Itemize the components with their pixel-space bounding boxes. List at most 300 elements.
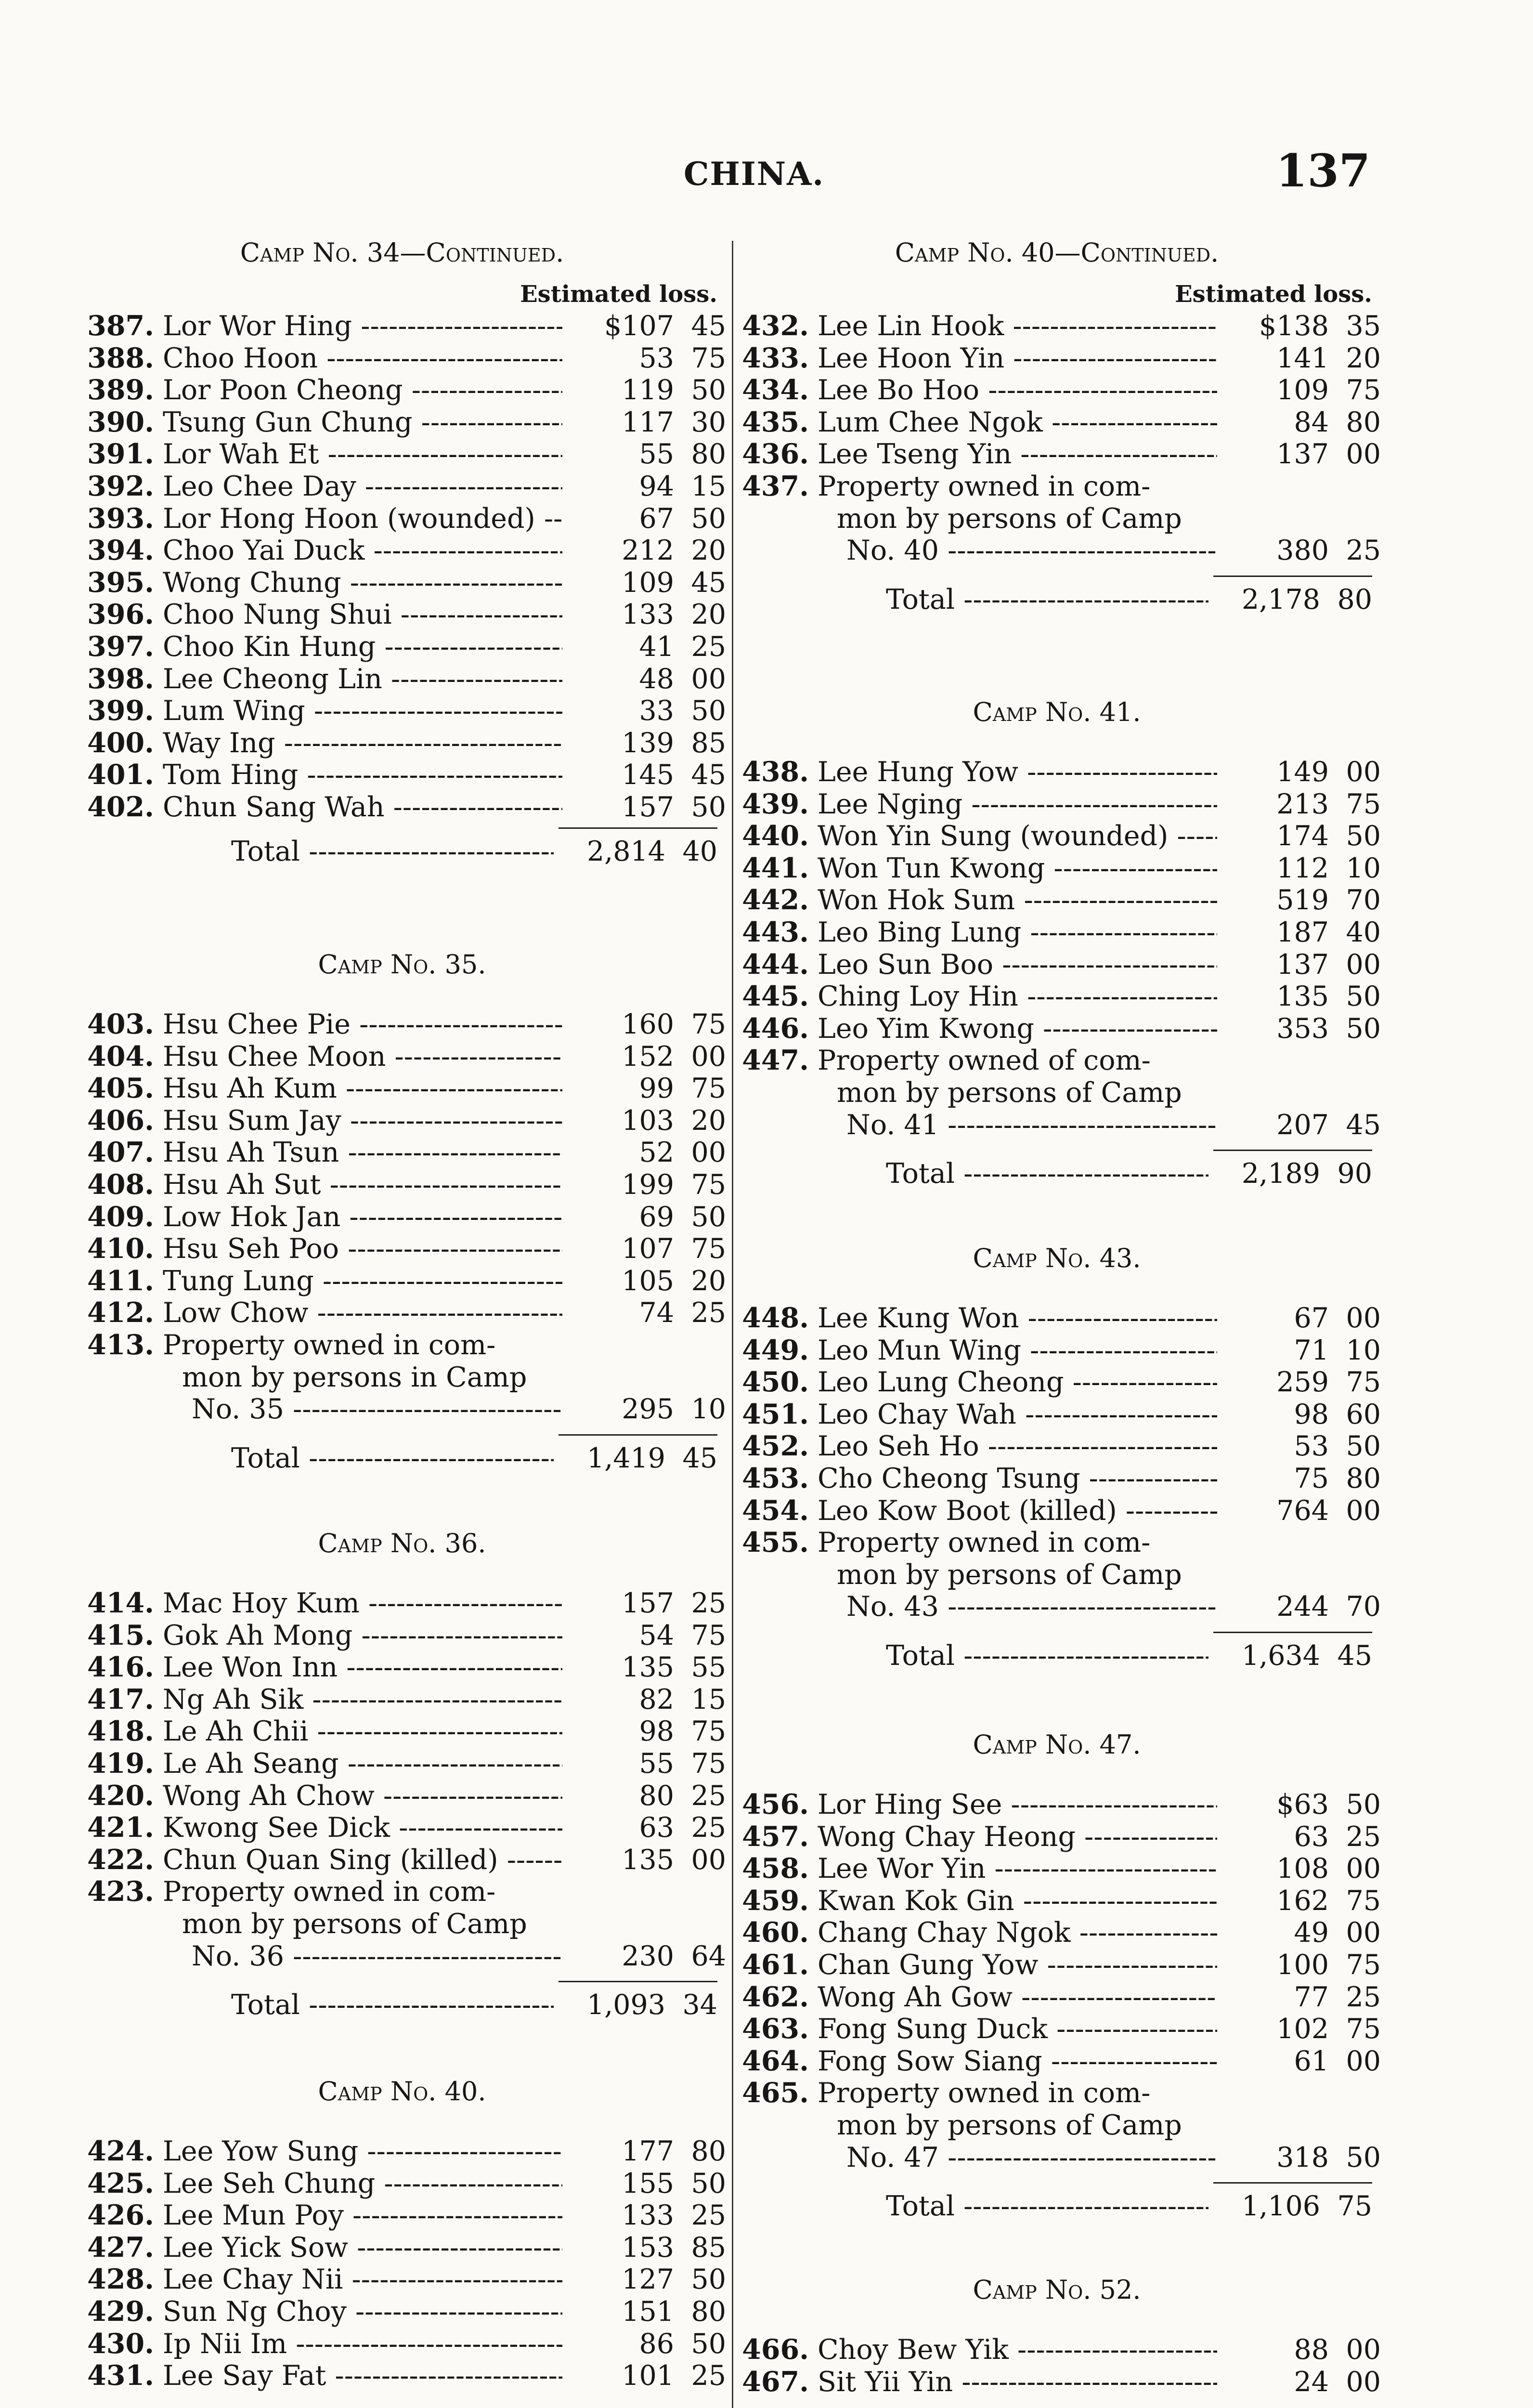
camp-36-section: [87, 1528, 726, 2024]
loss-cents: 50: [1346, 981, 1381, 1013]
section-heading: Camp No. 36.: [318, 1528, 486, 1558]
claim-number: 396.: [87, 598, 154, 631]
claim-row: [87, 1040, 726, 1073]
claim-row: [87, 1296, 726, 1329]
spacer: [741, 1077, 818, 1109]
loss-cents: 50: [1346, 1789, 1381, 1820]
property-row: [741, 2109, 1372, 2142]
property-row: [741, 1045, 1372, 1077]
claim-row: [741, 1788, 1381, 1821]
claim-number: 460.: [742, 1916, 809, 1949]
loss-dollars: 67: [639, 502, 674, 535]
claim-row: [741, 438, 1381, 471]
total-dollars: 2,189: [1241, 1158, 1320, 1190]
claim-number: 440.: [742, 820, 809, 852]
total-cents: 40: [682, 835, 717, 867]
claim-number: 439.: [742, 787, 809, 820]
property-row: [87, 1361, 717, 1394]
loss-dollars: 149: [1276, 756, 1329, 788]
loss-cents: 80: [1346, 1462, 1381, 1494]
section-heading: Camp No. 52.: [973, 2275, 1141, 2305]
total-row: [741, 1636, 1372, 1675]
claim-row: [87, 2231, 726, 2264]
claim-number: 466.: [742, 2333, 809, 2366]
camp-34-section: [87, 237, 726, 871]
claim-number: 444.: [742, 948, 809, 981]
claim-row: [87, 1136, 726, 1169]
loss-dollars: 380: [1276, 535, 1329, 567]
claimant-name: Hsu Ah Kum -----: [163, 1073, 562, 1105]
claim-number: 442.: [742, 884, 809, 916]
loss-cents: 50: [691, 2264, 726, 2296]
loss-cents: 00: [1346, 1917, 1381, 1949]
claimant-name: Lee Yow Sung -----: [163, 2135, 562, 2168]
property-row: [741, 1109, 1381, 1141]
property-line-2: mon by persons of Camp: [837, 1076, 1182, 1109]
claim-number: 388.: [87, 341, 154, 374]
total-rule: [1213, 1632, 1372, 1633]
claim-row: [741, 1012, 1381, 1045]
claim-row: [741, 1334, 1381, 1367]
claim-row: [87, 1008, 726, 1041]
loss-dollars: 102: [1276, 2013, 1329, 2045]
claimant-name: Way Ing -----: [163, 727, 562, 759]
total-label: Total -----: [741, 580, 1208, 619]
total-rule: [559, 827, 717, 829]
property-line-1: Property owned in com-: [818, 470, 1151, 502]
claim-row: [87, 1200, 726, 1233]
claims-list: [741, 2333, 1381, 2398]
camp-52-section: [741, 2274, 1381, 2398]
property-row: [741, 503, 1372, 535]
loss-cents: 25: [1346, 1820, 1381, 1853]
total-rule: [1213, 2182, 1372, 2184]
claim-number: 397.: [87, 630, 154, 663]
loss-dollars: 99: [639, 1073, 674, 1105]
total-dollars: 1,106: [1241, 2190, 1320, 2223]
property-line-1: Property owned in com-: [818, 2077, 1151, 2109]
loss-dollars: 187: [1276, 916, 1329, 948]
property-line-1: Property owned in com-: [818, 1527, 1151, 1559]
claim-row: [741, 1430, 1381, 1463]
loss-dollars: 519: [1276, 884, 1329, 916]
loss-dollars: 157: [622, 791, 674, 823]
claim-number: 451.: [742, 1398, 809, 1430]
claimant-name: Lee Wor Yin -----: [818, 1853, 1217, 1885]
property-line-1: Property owned of com-: [818, 1045, 1151, 1077]
property-row: [741, 2141, 1381, 2174]
total-cents: 90: [1337, 1158, 1372, 1190]
loss-dollars: 212: [622, 535, 674, 567]
loss-cents: 20: [691, 1104, 726, 1137]
claimant-name: Chun Sang Wah -----: [163, 791, 562, 824]
loss-dollars: 71: [1294, 1334, 1329, 1366]
claimant-name: Chang Chay Ngok -----: [818, 1917, 1217, 1949]
claim-number: 390.: [87, 406, 154, 438]
total-row: [741, 580, 1372, 619]
claim-row: [87, 1264, 726, 1297]
claim-row: [741, 1884, 1381, 1917]
loss-dollars: 119: [622, 374, 674, 406]
total-cents: 80: [1337, 583, 1372, 615]
claim-number: 393.: [87, 502, 154, 535]
claimant-name: Le Ah Seang -----: [163, 1748, 562, 1780]
loss-cents: 00: [1346, 756, 1381, 788]
loss-cents: 75: [1346, 1885, 1381, 1917]
claimant-name: Ching Loy Hin -----: [818, 981, 1217, 1013]
claim-row: [87, 1779, 726, 1812]
loss-cents: 75: [1346, 788, 1381, 820]
total-dollars: 1,634: [1241, 1639, 1320, 1672]
loss-dollars: 117: [622, 406, 674, 438]
section-heading: Camp No. 40—Continued.: [895, 237, 1219, 268]
claim-row: [741, 1948, 1381, 1981]
claimant-name: Lee Nging -----: [818, 788, 1217, 821]
claim-number: 455.: [742, 1526, 809, 1559]
claim-number: 423.: [87, 1875, 154, 1908]
claimant-name: Lee Yick Sow -----: [163, 2232, 562, 2264]
loss-cents: 75: [691, 1715, 726, 1748]
loss-cents: 75: [691, 1008, 726, 1040]
spacer: [87, 1361, 163, 1394]
claim-row: [87, 1072, 726, 1105]
claim-row: [87, 470, 726, 503]
claim-number: 462.: [742, 1980, 809, 2013]
claim-row: [87, 630, 726, 663]
claim-row: [87, 1168, 726, 1201]
claimant-name: Low Hok Jan -----: [163, 1201, 562, 1233]
claim-number: 410.: [87, 1232, 154, 1265]
claimant-name: Leo Sun Boo -----: [818, 949, 1217, 981]
page-title: CHINA.: [684, 155, 825, 193]
claimant-name: Wong Ah Gow -----: [818, 1981, 1217, 2014]
loss-cents: 10: [691, 1393, 726, 1426]
claimant-name: Ng Ah Sik -----: [163, 1684, 562, 1716]
claim-row: [741, 1462, 1381, 1495]
claimant-name: Fong Sung Duck -----: [818, 2013, 1217, 2045]
total-row: [87, 1439, 717, 1478]
loss-cents: 15: [691, 470, 726, 502]
loss-dollars: 137: [1276, 948, 1329, 981]
loss-cents: 15: [691, 1683, 726, 1715]
claim-number: 400.: [87, 726, 154, 759]
claim-number: 454.: [742, 1494, 809, 1527]
claim-number: 443.: [742, 916, 809, 948]
loss-dollars: 52: [639, 1137, 674, 1169]
property-line-1: Property owned in com-: [163, 1329, 496, 1361]
claimant-name: Choo Nung Shui -----: [163, 599, 562, 631]
loss-cents: 25: [691, 1812, 726, 1844]
claims-list: [741, 1788, 1381, 2077]
claim-number: 448.: [742, 1302, 809, 1334]
loss-cents: 70: [1346, 884, 1381, 916]
claim-number: 402.: [87, 790, 154, 823]
loss-dollars: 53: [639, 342, 674, 374]
claim-number: 432.: [742, 310, 809, 342]
property-entry: [741, 2077, 1381, 2173]
claim-number: 450.: [742, 1366, 809, 1399]
claimant-name: Wong Chay Heong -----: [818, 1821, 1217, 1853]
loss-dollars: 199: [622, 1168, 674, 1201]
claimant-name: Sit Yii Yin -----: [818, 2366, 1217, 2398]
claimant-name: Lee Hung Yow -----: [818, 756, 1217, 788]
claimant-name: Wong Ah Chow -----: [163, 1780, 562, 1812]
loss-dollars: 295: [622, 1393, 674, 1426]
camp-43-section: [741, 1243, 1381, 1675]
property-row: [87, 1329, 717, 1361]
loss-dollars: 230: [622, 1940, 674, 1972]
loss-dollars: 155: [622, 2167, 674, 2199]
camp-41-section: [741, 696, 1381, 1193]
loss-cents: 50: [1346, 820, 1381, 852]
claim-number: 407.: [87, 1136, 154, 1169]
claimant-name: Lum Chee Ngok -----: [818, 406, 1217, 439]
loss-cents: 75: [691, 1747, 726, 1780]
claim-row: [87, 2199, 726, 2232]
loss-cents: 75: [691, 1233, 726, 1265]
section-heading: Camp No. 34—Continued.: [240, 237, 564, 268]
loss-dollars: 133: [622, 599, 674, 631]
loss-dollars: 33: [639, 695, 674, 727]
loss-dollars: 55: [639, 438, 674, 471]
total-rule: [1213, 1150, 1372, 1151]
total-label: Total -----: [87, 832, 554, 871]
claim-row: [741, 2044, 1381, 2078]
claimant-name: Won Yin Sung (wounded) -----: [818, 820, 1217, 852]
claimant-name: Choy Bew Yik -----: [818, 2334, 1217, 2366]
claim-row: [87, 2327, 726, 2360]
loss-cents: 50: [691, 791, 726, 823]
loss-cents: 80: [691, 438, 726, 471]
loss-cents: 00: [1346, 2334, 1381, 2366]
loss-dollars: 109: [622, 566, 674, 599]
loss-dollars: 109: [1276, 374, 1329, 406]
loss-cents: 40: [1346, 916, 1381, 948]
claim-row: [87, 502, 726, 535]
spacer: [87, 1940, 163, 1973]
claim-number: 412.: [87, 1296, 154, 1329]
loss-dollars: 55: [639, 1747, 674, 1780]
loss-cents: 50: [691, 1201, 726, 1233]
claimant-name: Cho Cheong Tsung -----: [818, 1463, 1217, 1495]
property-row: [87, 1876, 717, 1908]
claim-number: 426.: [87, 2199, 154, 2232]
loss-dollars: 24: [1294, 2366, 1329, 2398]
section-heading: Camp No. 40.: [318, 2076, 486, 2107]
claim-row: [87, 2135, 726, 2168]
loss-dollars: 174: [1276, 820, 1329, 852]
loss-dollars: 135: [622, 1651, 674, 1684]
claimant-name: Lor Wah Et -----: [163, 438, 562, 471]
loss-dollars: 141: [1276, 342, 1329, 374]
claim-number: 433.: [742, 341, 809, 374]
loss-dollars: 98: [1294, 1398, 1329, 1430]
loss-cents: 50: [691, 2167, 726, 2199]
claim-number: 408.: [87, 1168, 154, 1201]
claimant-name: Tom Hing -----: [163, 759, 562, 791]
property-line-2: mon by persons of Camp: [837, 2109, 1182, 2141]
claimant-name: Mac Hoy Kum -----: [163, 1587, 562, 1620]
claim-row: [741, 1980, 1381, 2014]
claim-number: 434.: [742, 374, 809, 406]
total-row: [87, 1986, 717, 2024]
claimant-name: Lee Bo Hoo -----: [818, 374, 1217, 406]
claimant-name: Lee Say Fat -----: [163, 2360, 562, 2392]
loss-cents: 80: [691, 2135, 726, 2167]
claimant-name: Leo Yim Kwong -----: [818, 1013, 1217, 1045]
claim-number: 430.: [87, 2327, 154, 2360]
total-row: [741, 1154, 1372, 1193]
claim-row: [87, 1104, 726, 1137]
claim-number: 461.: [742, 1948, 809, 1981]
property-row: [87, 1393, 726, 1426]
property-entry: [741, 1044, 1381, 1141]
property-entry: [87, 1875, 726, 1972]
claim-row: [741, 2365, 1381, 2398]
claimant-name: Lor Wor Hing -----: [163, 310, 562, 342]
claim-row: [87, 1811, 726, 1844]
spacer: [741, 2142, 818, 2174]
claim-number: 405.: [87, 1072, 154, 1105]
claim-row: [741, 406, 1381, 439]
property-entry: [87, 1328, 726, 1426]
spacer: [741, 535, 818, 567]
claim-row: [87, 726, 726, 759]
claim-row: [87, 1651, 726, 1684]
claim-row: [741, 948, 1381, 981]
claim-row: [741, 1366, 1381, 1399]
claims-list: [87, 1008, 726, 1329]
claims-list: [741, 756, 1381, 1045]
loss-cents: 35: [1346, 310, 1381, 342]
camp-47-section: [741, 1729, 1381, 2225]
claim-number: 453.: [742, 1462, 809, 1494]
loss-cents: 85: [691, 2231, 726, 2264]
estimated-loss-label: Estimated loss.: [520, 281, 717, 308]
claim-row: [87, 2263, 726, 2296]
claims-list: [741, 310, 1381, 471]
claim-number: 437.: [742, 470, 809, 502]
claimant-name: Hsu Ah Tsun -----: [163, 1137, 562, 1169]
claim-number: 427.: [87, 2231, 154, 2264]
claim-number: 392.: [87, 470, 154, 502]
loss-cents: 20: [1346, 342, 1381, 374]
loss-cents: 00: [1346, 438, 1381, 471]
claim-number: 420.: [87, 1779, 154, 1812]
claim-row: [87, 759, 726, 791]
section-heading: Camp No. 35.: [318, 949, 486, 980]
loss-cents: 75: [691, 1168, 726, 1201]
loss-cents: 00: [1346, 2045, 1381, 2077]
claimant-name: Lee Kung Won -----: [818, 1302, 1217, 1335]
claim-number: 456.: [742, 1788, 809, 1820]
loss-dollars: 207: [1276, 1109, 1329, 1141]
total-cents: 75: [1337, 2190, 1372, 2223]
total-cents: 34: [682, 1989, 717, 2021]
claim-row: [87, 341, 726, 375]
claimant-name: Leo Bing Lung -----: [818, 916, 1217, 949]
claimant-name: Hsu Sum Jay -----: [163, 1105, 562, 1137]
claimant-name: Choo Kin Hung -----: [163, 631, 562, 663]
claim-row: [741, 1302, 1381, 1335]
property-row: [741, 1077, 1372, 1109]
claim-row: [741, 980, 1381, 1013]
loss-cents: 20: [691, 1265, 726, 1297]
loss-cents: 25: [1346, 535, 1381, 567]
claim-number: 445.: [742, 980, 809, 1013]
claim-number: 424.: [87, 2135, 154, 2167]
claim-row: [87, 1587, 726, 1620]
loss-dollars: 213: [1276, 788, 1329, 820]
loss-cents: 80: [691, 2295, 726, 2328]
claim-row: [741, 1494, 1381, 1527]
loss-dollars: 54: [639, 1619, 674, 1651]
claim-row: [87, 694, 726, 727]
claim-number: 428.: [87, 2263, 154, 2296]
claimant-name: Lor Hong Hoon (wounded) -----: [163, 503, 562, 535]
claim-row: [87, 2359, 726, 2392]
claim-row: [741, 1916, 1381, 1949]
loss-cents: 45: [691, 566, 726, 599]
claimant-name: Lee Lin Hook -----: [818, 310, 1217, 342]
claimant-name: Chan Gung Yow -----: [818, 1949, 1217, 1981]
claimant-name: Sun Ng Choy -----: [163, 2296, 562, 2328]
claim-number: 446.: [742, 1012, 809, 1045]
loss-cents: 50: [1346, 1430, 1381, 1463]
loss-cents: 50: [691, 695, 726, 727]
loss-dollars: 94: [639, 470, 674, 502]
claimant-name: Choo Yai Duck -----: [163, 535, 562, 567]
loss-cents: 75: [1346, 1366, 1381, 1399]
claim-row: [87, 406, 726, 439]
section-heading: Camp No. 41.: [973, 697, 1141, 727]
loss-cents: 70: [1346, 1591, 1381, 1623]
total-rule: [559, 1981, 717, 1982]
claim-row: [741, 374, 1381, 406]
claim-row: [87, 534, 726, 567]
loss-dollars: 69: [639, 1201, 674, 1233]
claimant-name: Leo Lung Cheong -----: [818, 1366, 1217, 1399]
spacer: [87, 1908, 163, 1940]
page-number: 137: [1276, 144, 1371, 197]
claim-number: 449.: [742, 1334, 809, 1366]
claim-row: [87, 438, 726, 471]
loss-dollars: 100: [1276, 1949, 1329, 1981]
claim-number: 403.: [87, 1008, 154, 1040]
claim-number: 436.: [742, 438, 809, 471]
claimant-name: Leo Chay Wah -----: [818, 1399, 1217, 1431]
claim-number: 398.: [87, 662, 154, 695]
loss-cents: 25: [691, 1297, 726, 1329]
claim-number: 406.: [87, 1104, 154, 1137]
claim-row: [741, 851, 1381, 885]
loss-cents: 80: [1346, 406, 1381, 438]
claim-number: 463.: [742, 2013, 809, 2045]
loss-dollars: 103: [622, 1104, 674, 1137]
claim-number: 435.: [742, 406, 809, 438]
loss-dollars: 82: [639, 1683, 674, 1715]
claimant-name: Leo Mun Wing -----: [818, 1335, 1217, 1367]
loss-dollars: 98: [639, 1715, 674, 1748]
claimant-name: Hsu Ah Sut -----: [163, 1169, 562, 1201]
loss-cents: 10: [1346, 852, 1381, 884]
loss-dollars: 764: [1276, 1494, 1329, 1527]
property-line-3: No. 47 -----: [818, 2142, 1217, 2174]
loss-cents: 00: [1346, 2366, 1381, 2398]
claimant-name: Hsu Chee Moon -----: [163, 1041, 562, 1073]
property-row: [741, 1591, 1381, 1623]
loss-dollars: 88: [1294, 2334, 1329, 2366]
